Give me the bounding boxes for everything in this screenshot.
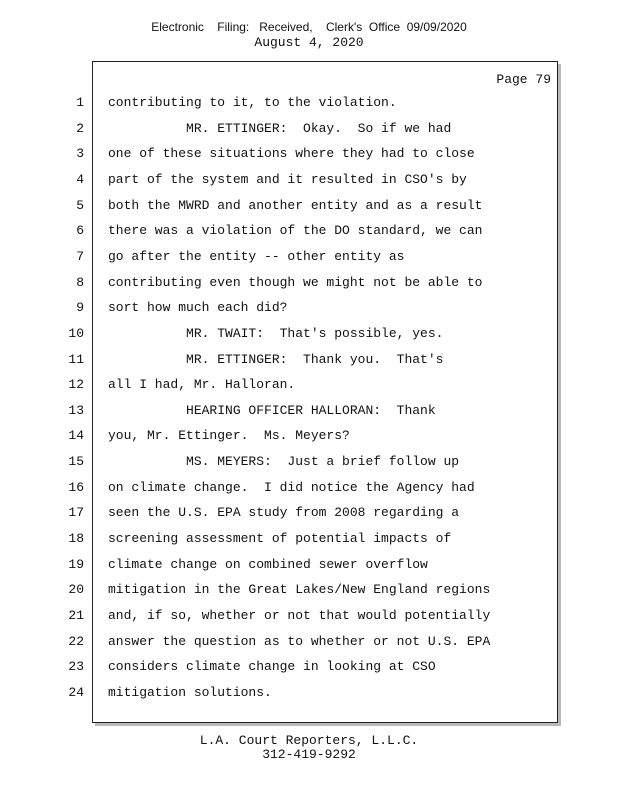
line-number: 14 <box>68 428 84 443</box>
transcript-line: and, if so, whether or not that would potentially <box>108 608 491 623</box>
transcript-line: mitigation solutions. <box>108 685 272 700</box>
line-number: 10 <box>68 326 84 341</box>
transcript-line: seen the U.S. EPA study from 2008 regarding a <box>108 505 460 520</box>
transcript-line: considers climate change in looking at CSO <box>108 659 436 674</box>
line-number: 1 <box>76 95 84 110</box>
transcript-line: contributing even though we might not be able to <box>108 275 483 290</box>
transcript-line: MR. ETTINGER: Okay. So if we had <box>108 121 452 136</box>
line-number: 12 <box>68 377 84 392</box>
transcript-line: one of these situations where they had to close <box>108 146 475 161</box>
transcript-line: HEARING OFFICER HALLORAN: Thank <box>108 403 436 418</box>
transcript-line: answer the question as to whether or not U.S. EPA <box>108 634 491 649</box>
line-number: 16 <box>68 480 84 495</box>
transcript-line: sort how much each did? <box>108 300 288 315</box>
line-number: 22 <box>68 634 84 649</box>
transcript-line: part of the system and it resulted in CSO's by <box>108 172 467 187</box>
transcript-line: mitigation in the Great Lakes/New England regions <box>108 582 491 597</box>
hearing-date: August 4, 2020 <box>254 35 364 50</box>
transcript-line: you, Mr. Ettinger. Ms. Meyers? <box>108 428 350 443</box>
transcript-line: screening assessment of potential impacts of <box>108 531 452 546</box>
line-number: 19 <box>68 557 84 572</box>
line-number: 11 <box>68 352 84 367</box>
line-number: 23 <box>68 659 84 674</box>
transcript-line: MR. ETTINGER: Thank you. That's <box>108 352 444 367</box>
line-number: 3 <box>76 146 84 161</box>
transcript-line: both the MWRD and another entity and as a result <box>108 198 483 213</box>
transcript-line: MR. TWAIT: That's possible, yes. <box>108 326 444 341</box>
filing-stamp: Electronic Filing: Received, Clerk's Office 09/09/2020 <box>151 20 467 34</box>
transcript-line: MS. MEYERS: Just a brief follow up <box>108 454 460 469</box>
transcript-line: there was a violation of the DO standard, we can <box>108 223 483 238</box>
line-number: 8 <box>76 275 84 290</box>
line-number: 21 <box>68 608 84 623</box>
line-number: 20 <box>68 582 84 597</box>
line-number: 17 <box>68 505 84 520</box>
line-number: 2 <box>76 121 84 136</box>
line-number: 24 <box>68 685 84 700</box>
transcript-line: on climate change. I did notice the Agency had <box>108 480 475 495</box>
court-reporter-name: L.A. Court Reporters, L.L.C. <box>199 733 419 748</box>
line-number: 4 <box>76 172 84 187</box>
line-number: 6 <box>76 223 84 238</box>
line-number: 18 <box>68 531 84 546</box>
line-number: 7 <box>76 249 84 264</box>
page-number: Page 79 <box>496 72 551 87</box>
court-reporter-phone: 312-419-9292 <box>262 747 356 762</box>
line-number: 15 <box>68 454 84 469</box>
transcript-line: go after the entity -- other entity as <box>108 249 405 264</box>
line-number: 13 <box>68 403 84 418</box>
transcript-line: climate change on combined sewer overflow <box>108 557 428 572</box>
line-number: 5 <box>76 198 84 213</box>
transcript-line: contributing to it, to the violation. <box>108 95 397 110</box>
line-number: 9 <box>76 300 84 315</box>
transcript-line: all I had, Mr. Halloran. <box>108 377 296 392</box>
